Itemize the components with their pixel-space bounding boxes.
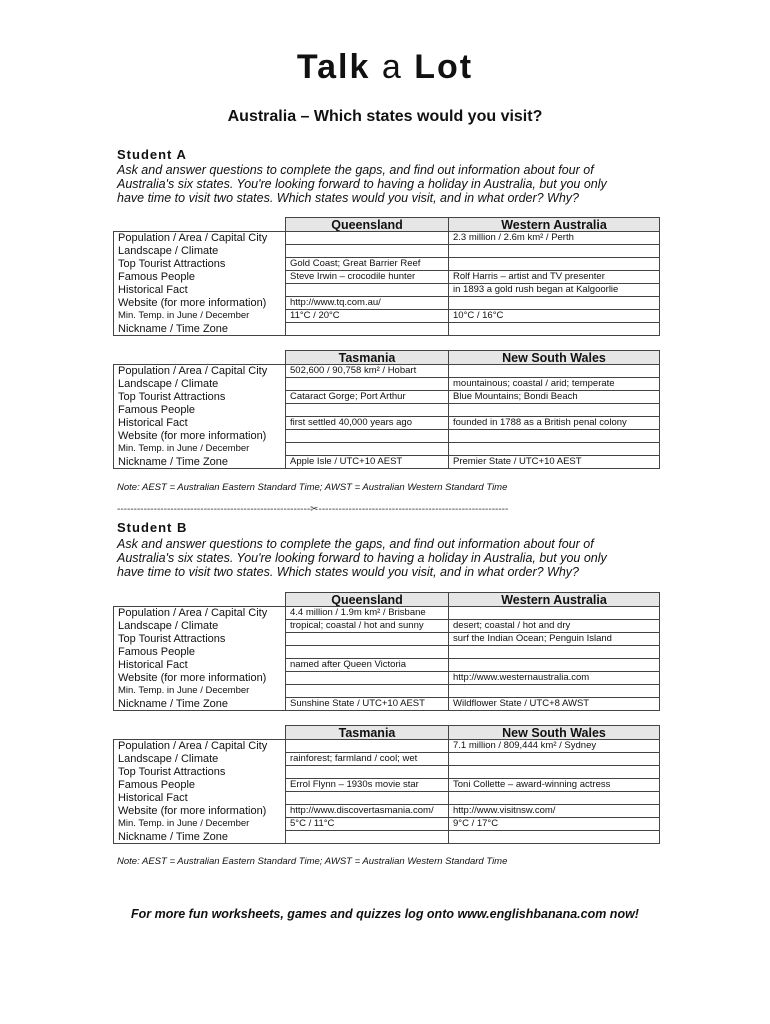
table-row <box>114 310 660 323</box>
table-cell: 11°C / 20°C <box>286 310 449 323</box>
row-label: Nickname / Time Zone <box>114 831 286 844</box>
table-row <box>114 245 660 258</box>
table-row <box>114 456 660 469</box>
row-label: Famous People <box>114 404 286 417</box>
table-cell: 502,600 / 90,758 km² / Hobart <box>286 365 449 378</box>
table-cell <box>286 766 449 779</box>
table-cell: Gold Coast; Great Barrier Reef <box>286 258 449 271</box>
table-cell <box>449 766 660 779</box>
table-row <box>114 831 660 844</box>
table-row <box>114 430 660 443</box>
table-cell: tropical; coastal / hot and sunny <box>286 620 449 633</box>
table-cell <box>449 430 660 443</box>
row-label: Min. Temp. in June / December <box>114 818 286 831</box>
table-row <box>114 805 660 818</box>
table-row <box>114 443 660 456</box>
table-cell: 7.1 million / 809,444 km² / Sydney <box>449 740 660 753</box>
table-row <box>114 284 660 297</box>
row-label: Famous People <box>114 271 286 284</box>
table-cell <box>286 378 449 391</box>
instruction-line: Ask and answer questions to complete the gaps, and find out information about four of <box>117 163 594 177</box>
table-row <box>114 766 660 779</box>
column-header: New South Wales <box>449 726 660 740</box>
table-cell: 5°C / 11°C <box>286 818 449 831</box>
table-cell: named after Queen Victoria <box>286 659 449 672</box>
row-label: Top Tourist Attractions <box>114 391 286 404</box>
table-cell <box>449 792 660 805</box>
table-cell <box>286 232 449 245</box>
row-label: Landscape / Climate <box>114 378 286 391</box>
row-label: Top Tourist Attractions <box>114 633 286 646</box>
note: Note: AEST = Australian Eastern Standard Time; AWST = Australian Western Standard Time <box>117 482 508 493</box>
table-cell <box>449 659 660 672</box>
table-row <box>114 818 660 831</box>
table-cell: http://www.westernaustralia.com <box>449 672 660 685</box>
table-cell: 10°C / 16°C <box>449 310 660 323</box>
row-label: Nickname / Time Zone <box>114 456 286 469</box>
table-cell <box>286 323 449 336</box>
instruction-line: have time to visit two states. Which states would you visit, and in what order? Why? <box>117 191 580 205</box>
row-label: Landscape / Climate <box>114 245 286 258</box>
row-label: Famous People <box>114 779 286 792</box>
column-header: Tasmania <box>286 351 449 365</box>
table-cell: mountainous; coastal / arid; temperate <box>449 378 660 391</box>
table-cell <box>286 430 449 443</box>
row-label: Historical Fact <box>114 792 286 805</box>
table-row <box>114 232 660 245</box>
table-cell <box>286 831 449 844</box>
table-cell: http://www.visitnsw.com/ <box>449 805 660 818</box>
table-row <box>114 659 660 672</box>
table-cell: first settled 40,000 years ago <box>286 417 449 430</box>
table-row <box>114 672 660 685</box>
row-label: Min. Temp. in June / December <box>114 443 286 456</box>
title-lot: Lot <box>414 48 474 86</box>
student-a-instructions <box>117 163 657 205</box>
table-cell: Errol Flynn – 1930s movie star <box>286 779 449 792</box>
table-row <box>114 753 660 766</box>
column-header: New South Wales <box>449 351 660 365</box>
table-cell <box>286 740 449 753</box>
worksheet-table <box>113 592 660 711</box>
table-cell <box>286 646 449 659</box>
worksheet-table <box>113 725 660 844</box>
table-cell: rainforest; farmland / cool; wet <box>286 753 449 766</box>
table-row <box>114 271 660 284</box>
table-cell <box>286 404 449 417</box>
table-row <box>114 792 660 805</box>
title-a: a <box>381 48 403 86</box>
table-cell <box>449 685 660 698</box>
table-cell: desert; coastal / hot and dry <box>449 620 660 633</box>
footer-text: For more fun worksheets, games and quizzes log onto www.englishbanana.com now! <box>131 907 639 921</box>
table-cell <box>449 297 660 310</box>
table-cell: 9°C / 17°C <box>449 818 660 831</box>
table-cell <box>449 753 660 766</box>
row-label: Famous People <box>114 646 286 659</box>
table-cell: Toni Collette – award-winning actress <box>449 779 660 792</box>
student-a-heading: Student A <box>117 147 187 162</box>
table-cell: Cataract Gorge; Port Arthur <box>286 391 449 404</box>
table-row <box>114 391 660 404</box>
row-label: Population / Area / Capital City <box>114 607 286 620</box>
table-header-row <box>114 351 660 365</box>
table-cell: Blue Mountains; Bondi Beach <box>449 391 660 404</box>
table-cell <box>286 685 449 698</box>
column-header: Western Australia <box>449 593 660 607</box>
column-header: Queensland <box>286 593 449 607</box>
table-cell <box>449 404 660 417</box>
table-cell <box>449 646 660 659</box>
instruction-line: Ask and answer questions to complete the gaps, and find out information about four of <box>117 537 594 551</box>
cut-line: ----------------------------------------------------------✂--------------------------------------------------------- <box>117 504 509 515</box>
student-b-instructions <box>117 537 657 579</box>
column-header: Tasmania <box>286 726 449 740</box>
row-label: Landscape / Climate <box>114 620 286 633</box>
table-header-row <box>114 218 660 232</box>
row-label: Population / Area / Capital City <box>114 740 286 753</box>
table-cell <box>449 323 660 336</box>
table-cell <box>286 443 449 456</box>
row-label: Population / Area / Capital City <box>114 365 286 378</box>
row-label: Website (for more information) <box>114 430 286 443</box>
table-cell: http://www.discovertasmania.com/ <box>286 805 449 818</box>
table-cell: Premier State / UTC+10 AEST <box>449 456 660 469</box>
header-blank-cell <box>114 351 286 365</box>
row-label: Historical Fact <box>114 284 286 297</box>
table-row <box>114 258 660 271</box>
table-cell <box>286 672 449 685</box>
table-row <box>114 740 660 753</box>
worksheet-table <box>113 217 660 336</box>
instruction-line: have time to visit two states. Which states would you visit, and in what order? Why? <box>117 565 580 579</box>
table-cell: Apple Isle / UTC+10 AEST <box>286 456 449 469</box>
table-row <box>114 404 660 417</box>
column-header: Queensland <box>286 218 449 232</box>
row-label: Nickname / Time Zone <box>114 323 286 336</box>
title-talk: Talk <box>296 48 371 86</box>
row-label: Population / Area / Capital City <box>114 232 286 245</box>
table-row <box>114 378 660 391</box>
header-blank-cell <box>114 218 286 232</box>
table-row <box>114 607 660 620</box>
table-cell: 4.4 million / 1.9m km² / Brisbane <box>286 607 449 620</box>
row-label: Historical Fact <box>114 659 286 672</box>
table-row <box>114 297 660 310</box>
column-header: Western Australia <box>449 218 660 232</box>
table-cell <box>449 443 660 456</box>
table-row <box>114 365 660 378</box>
table-row <box>114 646 660 659</box>
table-cell <box>449 365 660 378</box>
table-row <box>114 698 660 711</box>
instruction-line: Australia's six states. You're looking forward to having a holiday in Australia, but you only <box>117 177 607 191</box>
note: Note: AEST = Australian Eastern Standard Time; AWST = Australian Western Standard Time <box>117 856 508 867</box>
row-label: Top Tourist Attractions <box>114 766 286 779</box>
table-cell: Rolf Harris – artist and TV presenter <box>449 271 660 284</box>
table-cell <box>286 245 449 258</box>
instruction-line: Australia's six states. You're looking forward to having a holiday in Australia, but you only <box>117 551 607 565</box>
table-row <box>114 620 660 633</box>
header-blank-cell <box>114 726 286 740</box>
row-label: Nickname / Time Zone <box>114 698 286 711</box>
table-cell <box>449 607 660 620</box>
row-label: Min. Temp. in June / December <box>114 310 286 323</box>
row-label: Historical Fact <box>114 417 286 430</box>
table-row <box>114 685 660 698</box>
table-cell: in 1893 a gold rush began at Kalgoorlie <box>449 284 660 297</box>
table-cell: Sunshine State / UTC+10 AEST <box>286 698 449 711</box>
table-cell <box>449 245 660 258</box>
table-cell <box>449 831 660 844</box>
row-label: Website (for more information) <box>114 672 286 685</box>
table-header-row <box>114 726 660 740</box>
table-cell: Steve Irwin – crocodile hunter <box>286 271 449 284</box>
table-cell: founded in 1788 as a British penal colony <box>449 417 660 430</box>
table-row <box>114 633 660 646</box>
table-cell: http://www.tq.com.au/ <box>286 297 449 310</box>
worksheet-table <box>113 350 660 469</box>
page-title <box>0 48 770 87</box>
row-label: Website (for more information) <box>114 297 286 310</box>
row-label: Min. Temp. in June / December <box>114 685 286 698</box>
table-cell <box>449 258 660 271</box>
table-cell <box>286 792 449 805</box>
header-blank-cell <box>114 593 286 607</box>
table-cell <box>286 284 449 297</box>
row-label: Website (for more information) <box>114 805 286 818</box>
row-label: Top Tourist Attractions <box>114 258 286 271</box>
table-cell <box>286 633 449 646</box>
table-row <box>114 323 660 336</box>
table-header-row <box>114 593 660 607</box>
table-cell: 2.3 million / 2.6m km² / Perth <box>449 232 660 245</box>
table-cell: Wildflower State / UTC+8 AWST <box>449 698 660 711</box>
table-row <box>114 417 660 430</box>
page-subtitle: Australia – Which states would you visit? <box>227 108 543 125</box>
table-cell: surf the Indian Ocean; Penguin Island <box>449 633 660 646</box>
student-b-heading: Student B <box>117 520 188 535</box>
row-label: Landscape / Climate <box>114 753 286 766</box>
table-row <box>114 779 660 792</box>
